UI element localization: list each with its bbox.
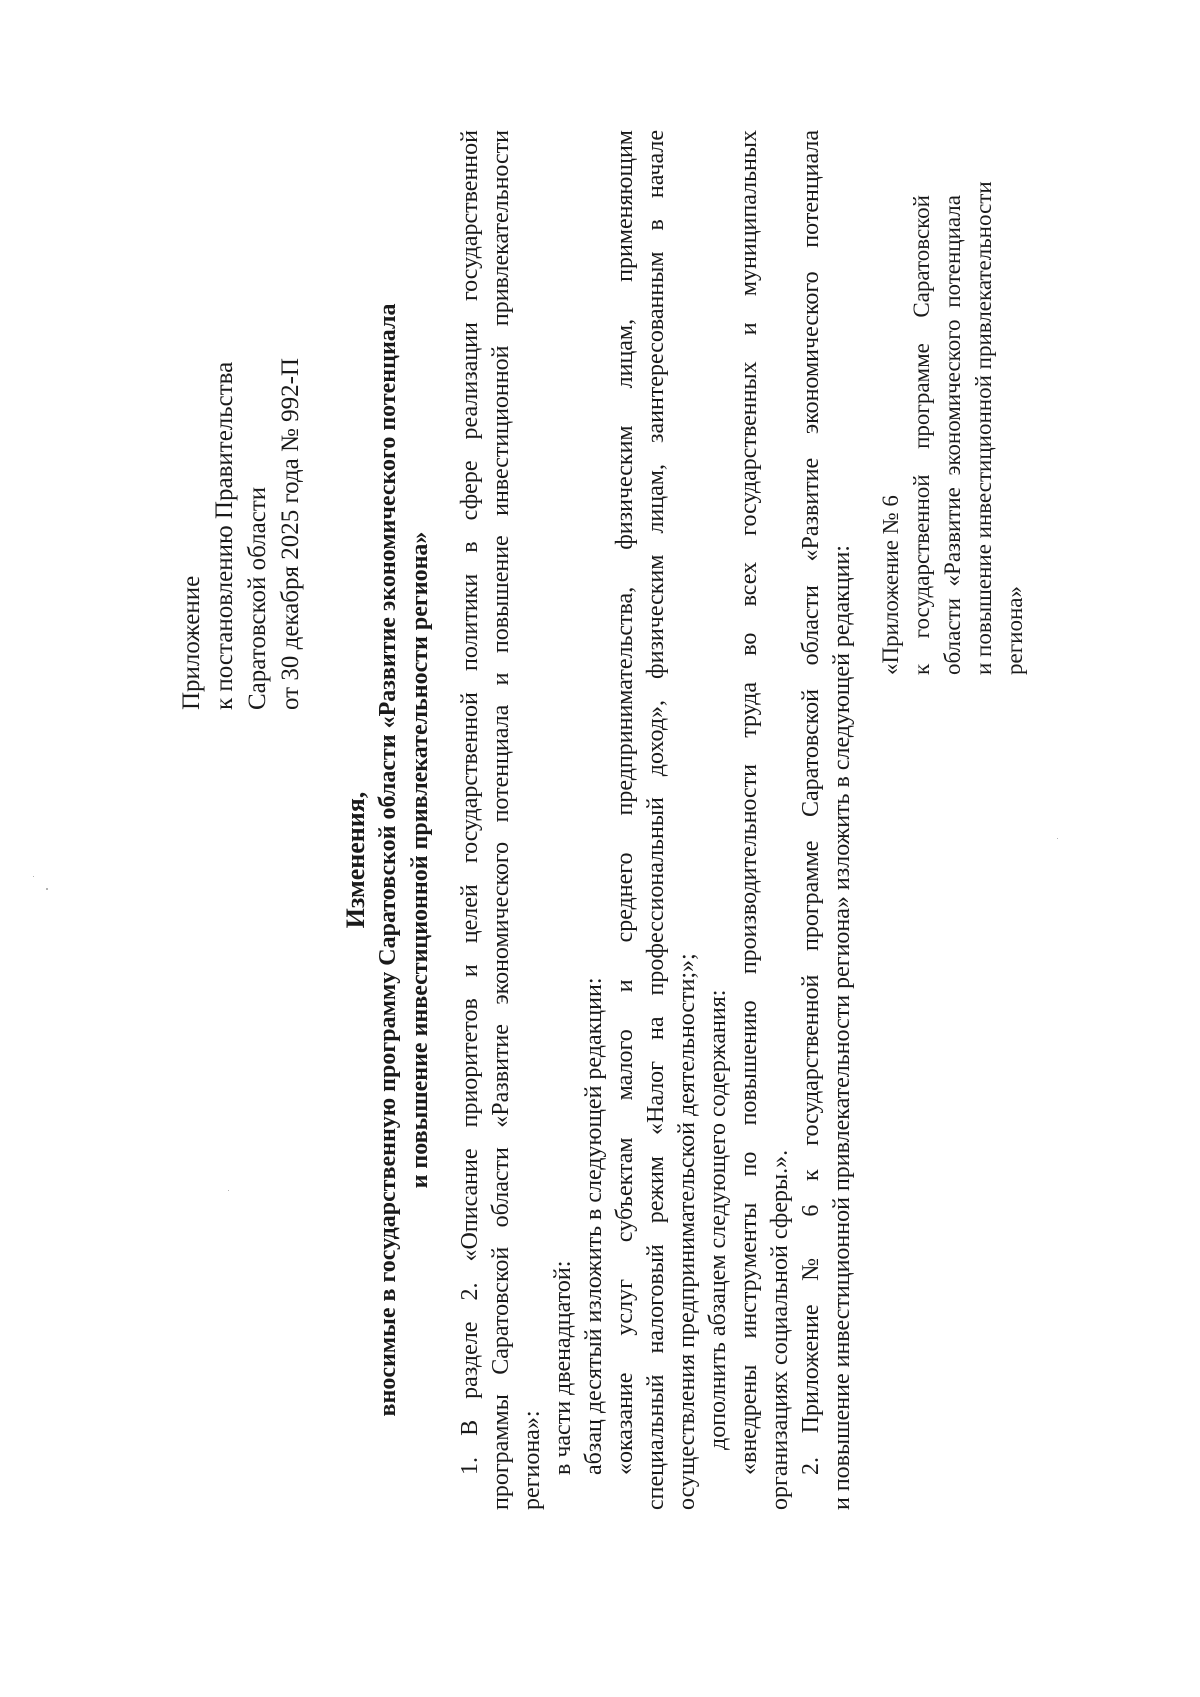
document-body <box>455 130 858 1510</box>
title-line: вносимые в государственную программу Саратовской области «Развитие экономического потенциала <box>375 303 401 1417</box>
body-line: и повышение инвестиционной привлекательности региона» изложить в следующей редакции: <box>829 545 855 1510</box>
body-line: осуществления предпринимательской деятельности;»; <box>674 953 700 1510</box>
body-line: региона»: <box>519 1410 545 1510</box>
approval-line: Приложение <box>178 575 205 710</box>
appendix-line: к государственной программе Саратовской <box>909 195 934 675</box>
appendix-line: области «Развитие экономического потенциала <box>940 195 965 675</box>
body-line: 1. В разделе 2. «Описание приоритетов и целей государственной политики в сфере реализации государственной <box>457 130 483 1475</box>
body-line: «оказание услуг субъектам малого и среднего предпринимательства, физическим лицам, применяющим <box>612 130 638 1475</box>
body-line: организациях социальной сферы.». <box>767 1149 793 1510</box>
body-line: «внедрены инструменты по повышению производительности труда во всех государственных и муниципальных <box>736 130 762 1475</box>
approval-line: Саратовской области <box>244 486 271 710</box>
title-line: и повышение инвестиционной привлекательности региона» <box>407 531 433 1189</box>
appendix-header-block <box>875 181 1030 675</box>
scan-speck <box>1057 838 1058 839</box>
rotated-document <box>130 110 1090 1570</box>
approval-line: к постановлению Правительства <box>211 361 238 710</box>
body-line: дополнить абзацем следующего содержания: <box>705 989 731 1450</box>
document-title <box>340 150 436 1570</box>
scan-speck <box>228 1190 229 1191</box>
title-heading: Изменения, <box>341 791 370 929</box>
approval-stamp-block <box>175 358 307 710</box>
appendix-line: «Приложение № 6 <box>878 495 903 675</box>
appendix-line: и повышение инвестиционной привлекательности <box>971 181 996 675</box>
scan-speck <box>33 876 34 877</box>
body-line: в части двенадцатой: <box>550 1260 576 1475</box>
approval-line: от 30 декабря 2025 года № 992-П <box>277 358 304 710</box>
scan-speck <box>46 888 48 890</box>
body-line: абзац десятый изложить в следующей редакции: <box>581 977 607 1475</box>
body-line: 2. Приложение № 6 к государственной программе Саратовской области «Развитие экономического потенциала <box>798 130 824 1475</box>
appendix-line: региона» <box>1002 586 1027 675</box>
body-line: программы Саратовской области «Развитие экономического потенциала и повышение инвестиционной привлекательности <box>488 130 514 1510</box>
body-line: специальный налоговый режим «Налог на профессиональный доход», физическим лицам, заинтересованным в начале <box>643 130 669 1510</box>
